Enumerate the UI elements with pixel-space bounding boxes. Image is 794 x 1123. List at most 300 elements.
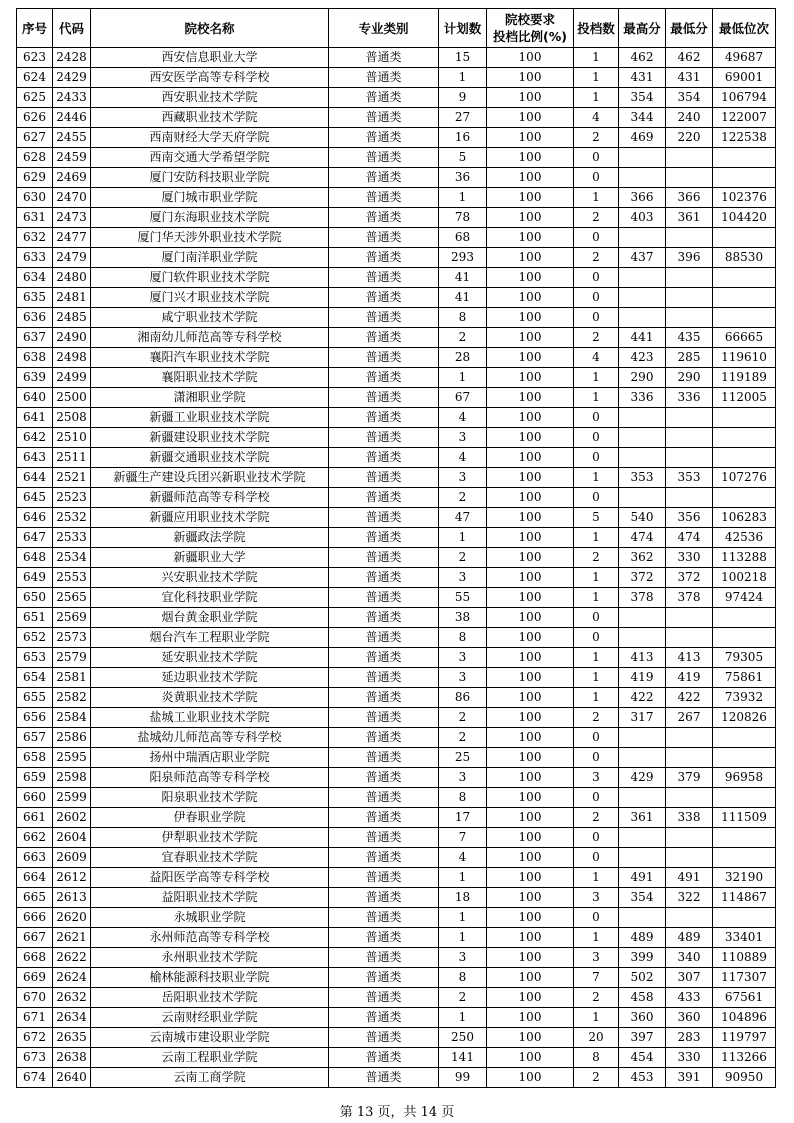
cell-col-min-score — [666, 428, 713, 448]
cell-col-ratio: 100 — [487, 528, 574, 548]
cell-col-admitted: 0 — [574, 428, 619, 448]
cell-col-max-score: 454 — [619, 1048, 666, 1068]
cell-col-max-score: 419 — [619, 668, 666, 688]
cell-col-code: 2477 — [53, 228, 91, 248]
cell-col-code: 2632 — [53, 988, 91, 1008]
cell-col-min-score: 356 — [666, 508, 713, 528]
cell-col-code: 2598 — [53, 768, 91, 788]
cell-col-min-score: 379 — [666, 768, 713, 788]
cell-col-ratio: 100 — [487, 188, 574, 208]
cell-col-seq: 659 — [17, 768, 53, 788]
cell-col-admitted: 8 — [574, 1048, 619, 1068]
cell-col-plan: 1 — [439, 928, 487, 948]
cell-col-min-rank: 110889 — [713, 948, 776, 968]
cell-col-code: 2584 — [53, 708, 91, 728]
cell-col-school-name: 西南财经大学天府学院 — [91, 128, 329, 148]
cell-col-school-name: 襄阳汽车职业技术学院 — [91, 348, 329, 368]
cell-col-category: 普通类 — [329, 588, 439, 608]
table-row — [17, 648, 776, 668]
cell-col-category: 普通类 — [329, 928, 439, 948]
cell-col-code: 2446 — [53, 108, 91, 128]
cell-col-school-name: 新疆工业职业技术学院 — [91, 408, 329, 428]
cell-col-min-rank: 100218 — [713, 568, 776, 588]
cell-col-admitted: 0 — [574, 828, 619, 848]
cell-col-plan: 4 — [439, 848, 487, 868]
cell-col-code: 2602 — [53, 808, 91, 828]
table-row — [17, 708, 776, 728]
cell-col-code: 2479 — [53, 248, 91, 268]
cell-col-min-score — [666, 748, 713, 768]
cell-col-category: 普通类 — [329, 648, 439, 668]
header-col-min-rank: 最低位次 — [713, 9, 776, 48]
cell-col-plan: 2 — [439, 988, 487, 1008]
cell-col-plan: 4 — [439, 448, 487, 468]
cell-col-max-score: 423 — [619, 348, 666, 368]
cell-col-category: 普通类 — [329, 688, 439, 708]
cell-col-max-score — [619, 268, 666, 288]
table-row — [17, 48, 776, 68]
table-row — [17, 828, 776, 848]
cell-col-admitted: 1 — [574, 1008, 619, 1028]
cell-col-category: 普通类 — [329, 988, 439, 1008]
cell-col-ratio: 100 — [487, 88, 574, 108]
cell-col-min-score: 330 — [666, 1048, 713, 1068]
cell-col-admitted: 1 — [574, 868, 619, 888]
cell-col-min-rank: 117307 — [713, 968, 776, 988]
cell-col-ratio: 100 — [487, 108, 574, 128]
cell-col-plan: 3 — [439, 468, 487, 488]
cell-col-category: 普通类 — [329, 108, 439, 128]
cell-col-category: 普通类 — [329, 328, 439, 348]
cell-col-category: 普通类 — [329, 888, 439, 908]
cell-col-code: 2470 — [53, 188, 91, 208]
cell-col-school-name: 盐城幼儿师范高等专科学校 — [91, 728, 329, 748]
cell-col-code: 2469 — [53, 168, 91, 188]
cell-col-admitted: 1 — [574, 528, 619, 548]
cell-col-category: 普通类 — [329, 428, 439, 448]
cell-col-plan: 141 — [439, 1048, 487, 1068]
cell-col-school-name: 潇湘职业学院 — [91, 388, 329, 408]
table-row — [17, 348, 776, 368]
cell-col-category: 普通类 — [329, 288, 439, 308]
cell-col-min-rank: 119797 — [713, 1028, 776, 1048]
cell-col-school-name: 永州职业技术学院 — [91, 948, 329, 968]
cell-col-ratio: 100 — [487, 548, 574, 568]
cell-col-seq: 656 — [17, 708, 53, 728]
cell-col-ratio: 100 — [487, 368, 574, 388]
cell-col-code: 2620 — [53, 908, 91, 928]
cell-col-plan: 68 — [439, 228, 487, 248]
table-row — [17, 688, 776, 708]
cell-col-min-rank: 113266 — [713, 1048, 776, 1068]
cell-col-code: 2521 — [53, 468, 91, 488]
cell-col-seq: 661 — [17, 808, 53, 828]
cell-col-min-score: 431 — [666, 68, 713, 88]
cell-col-ratio: 100 — [487, 348, 574, 368]
cell-col-max-score: 453 — [619, 1068, 666, 1088]
cell-col-school-name: 云南工程职业学院 — [91, 1048, 329, 1068]
cell-col-code: 2499 — [53, 368, 91, 388]
cell-col-max-score: 431 — [619, 68, 666, 88]
cell-col-code: 2523 — [53, 488, 91, 508]
cell-col-ratio: 100 — [487, 988, 574, 1008]
cell-col-category: 普通类 — [329, 768, 439, 788]
cell-col-max-score: 474 — [619, 528, 666, 548]
cell-col-plan: 18 — [439, 888, 487, 908]
cell-col-school-name: 新疆职业大学 — [91, 548, 329, 568]
cell-col-seq: 657 — [17, 728, 53, 748]
cell-col-min-rank: 107276 — [713, 468, 776, 488]
cell-col-seq: 637 — [17, 328, 53, 348]
cell-col-code: 2613 — [53, 888, 91, 908]
cell-col-admitted: 2 — [574, 208, 619, 228]
cell-col-admitted: 1 — [574, 388, 619, 408]
cell-col-school-name: 襄阳职业技术学院 — [91, 368, 329, 388]
cell-col-code: 2599 — [53, 788, 91, 808]
cell-col-category: 普通类 — [329, 848, 439, 868]
cell-col-min-rank — [713, 408, 776, 428]
cell-col-admitted: 0 — [574, 308, 619, 328]
cell-col-ratio: 100 — [487, 888, 574, 908]
cell-col-code: 2609 — [53, 848, 91, 868]
cell-col-seq: 649 — [17, 568, 53, 588]
cell-col-seq: 644 — [17, 468, 53, 488]
table-row — [17, 448, 776, 468]
cell-col-min-score: 391 — [666, 1068, 713, 1088]
cell-col-code: 2640 — [53, 1068, 91, 1088]
cell-col-seq: 641 — [17, 408, 53, 428]
cell-col-ratio: 100 — [487, 828, 574, 848]
cell-col-school-name: 新疆生产建设兵团兴新职业技术学院 — [91, 468, 329, 488]
cell-col-min-score — [666, 228, 713, 248]
cell-col-min-rank: 97424 — [713, 588, 776, 608]
cell-col-code: 2638 — [53, 1048, 91, 1068]
cell-col-min-rank: 102376 — [713, 188, 776, 208]
cell-col-admitted: 0 — [574, 908, 619, 928]
table-row — [17, 488, 776, 508]
cell-col-admitted: 4 — [574, 108, 619, 128]
cell-col-category: 普通类 — [329, 728, 439, 748]
cell-col-max-score — [619, 728, 666, 748]
cell-col-ratio: 100 — [487, 1068, 574, 1088]
cell-col-seq: 636 — [17, 308, 53, 328]
cell-col-ratio: 100 — [487, 408, 574, 428]
table-row — [17, 988, 776, 1008]
cell-col-admitted: 0 — [574, 788, 619, 808]
cell-col-school-name: 扬州中瑞酒店职业学院 — [91, 748, 329, 768]
cell-col-category: 普通类 — [329, 668, 439, 688]
cell-col-min-rank: 122007 — [713, 108, 776, 128]
cell-col-ratio: 100 — [487, 248, 574, 268]
page-footer — [0, 1101, 794, 1120]
cell-col-min-rank: 79305 — [713, 648, 776, 668]
cell-col-plan: 3 — [439, 568, 487, 588]
cell-col-seq: 670 — [17, 988, 53, 1008]
table-row — [17, 88, 776, 108]
cell-col-code: 2595 — [53, 748, 91, 768]
cell-col-category: 普通类 — [329, 568, 439, 588]
cell-col-max-score: 317 — [619, 708, 666, 728]
cell-col-school-name: 延安职业技术学院 — [91, 648, 329, 668]
cell-col-min-score: 220 — [666, 128, 713, 148]
cell-col-ratio: 100 — [487, 468, 574, 488]
table-row — [17, 628, 776, 648]
cell-col-max-score: 399 — [619, 948, 666, 968]
cell-col-min-score: 396 — [666, 248, 713, 268]
cell-col-ratio: 100 — [487, 948, 574, 968]
cell-col-category: 普通类 — [329, 208, 439, 228]
cell-col-min-rank: 104896 — [713, 1008, 776, 1028]
cell-col-admitted: 1 — [574, 468, 619, 488]
cell-col-plan: 9 — [439, 88, 487, 108]
header-col-max-score: 最高分 — [619, 9, 666, 48]
cell-col-admitted: 1 — [574, 648, 619, 668]
cell-col-max-score: 540 — [619, 508, 666, 528]
cell-col-admitted: 2 — [574, 128, 619, 148]
cell-col-code: 2459 — [53, 148, 91, 168]
cell-col-plan: 3 — [439, 648, 487, 668]
cell-col-plan: 16 — [439, 128, 487, 148]
table-row — [17, 1048, 776, 1068]
cell-col-category: 普通类 — [329, 368, 439, 388]
cell-col-category: 普通类 — [329, 1068, 439, 1088]
table-row — [17, 588, 776, 608]
cell-col-min-score: 338 — [666, 808, 713, 828]
cell-col-min-score — [666, 268, 713, 288]
cell-col-seq: 666 — [17, 908, 53, 928]
table-row — [17, 268, 776, 288]
cell-col-plan: 27 — [439, 108, 487, 128]
cell-col-plan: 3 — [439, 428, 487, 448]
cell-col-admitted: 0 — [574, 488, 619, 508]
cell-col-max-score — [619, 908, 666, 928]
cell-col-min-score — [666, 488, 713, 508]
cell-col-min-rank: 73932 — [713, 688, 776, 708]
cell-col-plan: 17 — [439, 808, 487, 828]
cell-col-min-score: 361 — [666, 208, 713, 228]
cell-col-max-score: 361 — [619, 808, 666, 828]
cell-col-min-score: 240 — [666, 108, 713, 128]
cell-col-admitted: 0 — [574, 728, 619, 748]
table-row — [17, 148, 776, 168]
cell-col-min-rank: 33401 — [713, 928, 776, 948]
cell-col-min-score: 322 — [666, 888, 713, 908]
table-row — [17, 768, 776, 788]
cell-col-school-name: 益阳职业技术学院 — [91, 888, 329, 908]
cell-col-school-name: 阳泉职业技术学院 — [91, 788, 329, 808]
header-col-code: 代码 — [53, 9, 91, 48]
cell-col-max-score: 354 — [619, 888, 666, 908]
table-row — [17, 808, 776, 828]
cell-col-seq: 658 — [17, 748, 53, 768]
cell-col-min-rank: 120826 — [713, 708, 776, 728]
cell-col-min-score: 267 — [666, 708, 713, 728]
cell-col-seq: 642 — [17, 428, 53, 448]
table-row — [17, 308, 776, 328]
cell-col-max-score: 422 — [619, 688, 666, 708]
cell-col-ratio: 100 — [487, 168, 574, 188]
cell-col-admitted: 1 — [574, 188, 619, 208]
cell-col-max-score: 429 — [619, 768, 666, 788]
cell-col-ratio: 100 — [487, 868, 574, 888]
cell-col-school-name: 新疆应用职业技术学院 — [91, 508, 329, 528]
cell-col-category: 普通类 — [329, 968, 439, 988]
cell-col-min-score — [666, 628, 713, 648]
cell-col-ratio: 100 — [487, 1008, 574, 1028]
cell-col-min-rank: 104420 — [713, 208, 776, 228]
cell-col-min-rank — [713, 308, 776, 328]
cell-col-category: 普通类 — [329, 508, 439, 528]
cell-col-ratio: 100 — [487, 908, 574, 928]
cell-col-category: 普通类 — [329, 348, 439, 368]
cell-col-min-rank — [713, 228, 776, 248]
table-row — [17, 748, 776, 768]
table-row — [17, 388, 776, 408]
cell-col-school-name: 伊犁职业技术学院 — [91, 828, 329, 848]
table-body — [17, 48, 776, 1088]
cell-col-plan: 41 — [439, 288, 487, 308]
cell-col-min-score — [666, 848, 713, 868]
cell-col-category: 普通类 — [329, 868, 439, 888]
cell-col-code: 2473 — [53, 208, 91, 228]
cell-col-admitted: 20 — [574, 1028, 619, 1048]
cell-col-max-score — [619, 488, 666, 508]
cell-col-school-name: 延边职业技术学院 — [91, 668, 329, 688]
cell-col-category: 普通类 — [329, 828, 439, 848]
cell-col-min-rank: 122538 — [713, 128, 776, 148]
cell-col-max-score: 362 — [619, 548, 666, 568]
cell-col-plan: 3 — [439, 768, 487, 788]
table-row — [17, 468, 776, 488]
cell-col-min-score: 462 — [666, 48, 713, 68]
cell-col-seq: 662 — [17, 828, 53, 848]
cell-col-min-rank: 75861 — [713, 668, 776, 688]
cell-col-school-name: 西安信息职业大学 — [91, 48, 329, 68]
table-row — [17, 128, 776, 148]
cell-col-seq: 660 — [17, 788, 53, 808]
cell-col-admitted: 3 — [574, 948, 619, 968]
cell-col-school-name: 宜春职业技术学院 — [91, 848, 329, 868]
cell-col-admitted: 3 — [574, 768, 619, 788]
cell-col-min-score: 290 — [666, 368, 713, 388]
cell-col-ratio: 100 — [487, 688, 574, 708]
cell-col-category: 普通类 — [329, 748, 439, 768]
cell-col-code: 2635 — [53, 1028, 91, 1048]
cell-col-min-score: 283 — [666, 1028, 713, 1048]
header-col-admitted: 投档数 — [574, 9, 619, 48]
cell-col-category: 普通类 — [329, 1048, 439, 1068]
cell-col-category: 普通类 — [329, 788, 439, 808]
cell-col-min-rank — [713, 148, 776, 168]
cell-col-code: 2490 — [53, 328, 91, 348]
cell-col-category: 普通类 — [329, 1008, 439, 1028]
header-col-category: 专业类别 — [329, 9, 439, 48]
cell-col-seq: 633 — [17, 248, 53, 268]
cell-col-code: 2634 — [53, 1008, 91, 1028]
cell-col-school-name: 新疆建设职业技术学院 — [91, 428, 329, 448]
cell-col-ratio: 100 — [487, 728, 574, 748]
cell-col-seq: 651 — [17, 608, 53, 628]
cell-col-plan: 47 — [439, 508, 487, 528]
cell-col-ratio: 100 — [487, 208, 574, 228]
cell-col-code: 2624 — [53, 968, 91, 988]
cell-col-ratio: 100 — [487, 128, 574, 148]
cell-col-min-score — [666, 788, 713, 808]
admission-table — [16, 8, 776, 1088]
cell-col-code: 2510 — [53, 428, 91, 448]
cell-col-admitted: 0 — [574, 228, 619, 248]
cell-col-plan: 4 — [439, 408, 487, 428]
cell-col-min-rank — [713, 268, 776, 288]
cell-col-admitted: 1 — [574, 48, 619, 68]
cell-col-max-score: 502 — [619, 968, 666, 988]
cell-col-seq: 626 — [17, 108, 53, 128]
table-row — [17, 508, 776, 528]
cell-col-school-name: 厦门软件职业技术学院 — [91, 268, 329, 288]
table-row — [17, 108, 776, 128]
cell-col-max-score — [619, 628, 666, 648]
cell-col-category: 普通类 — [329, 228, 439, 248]
cell-col-code: 2579 — [53, 648, 91, 668]
cell-col-min-score — [666, 908, 713, 928]
cell-col-plan: 1 — [439, 908, 487, 928]
cell-col-plan: 1 — [439, 868, 487, 888]
cell-col-school-name: 厦门城市职业学院 — [91, 188, 329, 208]
cell-col-seq: 640 — [17, 388, 53, 408]
table-row — [17, 1068, 776, 1088]
cell-col-code: 2498 — [53, 348, 91, 368]
cell-col-admitted: 2 — [574, 808, 619, 828]
cell-col-ratio: 100 — [487, 1028, 574, 1048]
cell-col-school-name: 永城职业学院 — [91, 908, 329, 928]
cell-col-code: 2622 — [53, 948, 91, 968]
cell-col-category: 普通类 — [329, 248, 439, 268]
cell-col-school-name: 咸宁职业技术学院 — [91, 308, 329, 328]
cell-col-category: 普通类 — [329, 448, 439, 468]
cell-col-ratio: 100 — [487, 628, 574, 648]
cell-col-plan: 1 — [439, 188, 487, 208]
cell-col-plan: 2 — [439, 488, 487, 508]
cell-col-min-rank — [713, 428, 776, 448]
cell-col-code: 2573 — [53, 628, 91, 648]
cell-col-plan: 1 — [439, 368, 487, 388]
cell-col-min-rank: 69001 — [713, 68, 776, 88]
cell-col-ratio: 100 — [487, 228, 574, 248]
cell-col-school-name: 云南工商学院 — [91, 1068, 329, 1088]
cell-col-ratio: 100 — [487, 808, 574, 828]
cell-col-max-score: 344 — [619, 108, 666, 128]
cell-col-seq: 625 — [17, 88, 53, 108]
cell-col-code: 2481 — [53, 288, 91, 308]
cell-col-plan: 5 — [439, 148, 487, 168]
cell-col-category: 普通类 — [329, 628, 439, 648]
cell-col-seq: 655 — [17, 688, 53, 708]
cell-col-plan: 25 — [439, 748, 487, 768]
cell-col-seq: 638 — [17, 348, 53, 368]
cell-col-admitted: 0 — [574, 408, 619, 428]
cell-col-seq: 673 — [17, 1048, 53, 1068]
cell-col-min-score: 336 — [666, 388, 713, 408]
cell-col-plan: 99 — [439, 1068, 487, 1088]
cell-col-plan: 78 — [439, 208, 487, 228]
cell-col-school-name: 宜化科技职业学院 — [91, 588, 329, 608]
cell-col-admitted: 2 — [574, 248, 619, 268]
cell-col-admitted: 2 — [574, 1068, 619, 1088]
cell-col-admitted: 0 — [574, 448, 619, 468]
cell-col-max-score — [619, 308, 666, 328]
cell-col-category: 普通类 — [329, 48, 439, 68]
cell-col-school-name: 兴安职业技术学院 — [91, 568, 329, 588]
